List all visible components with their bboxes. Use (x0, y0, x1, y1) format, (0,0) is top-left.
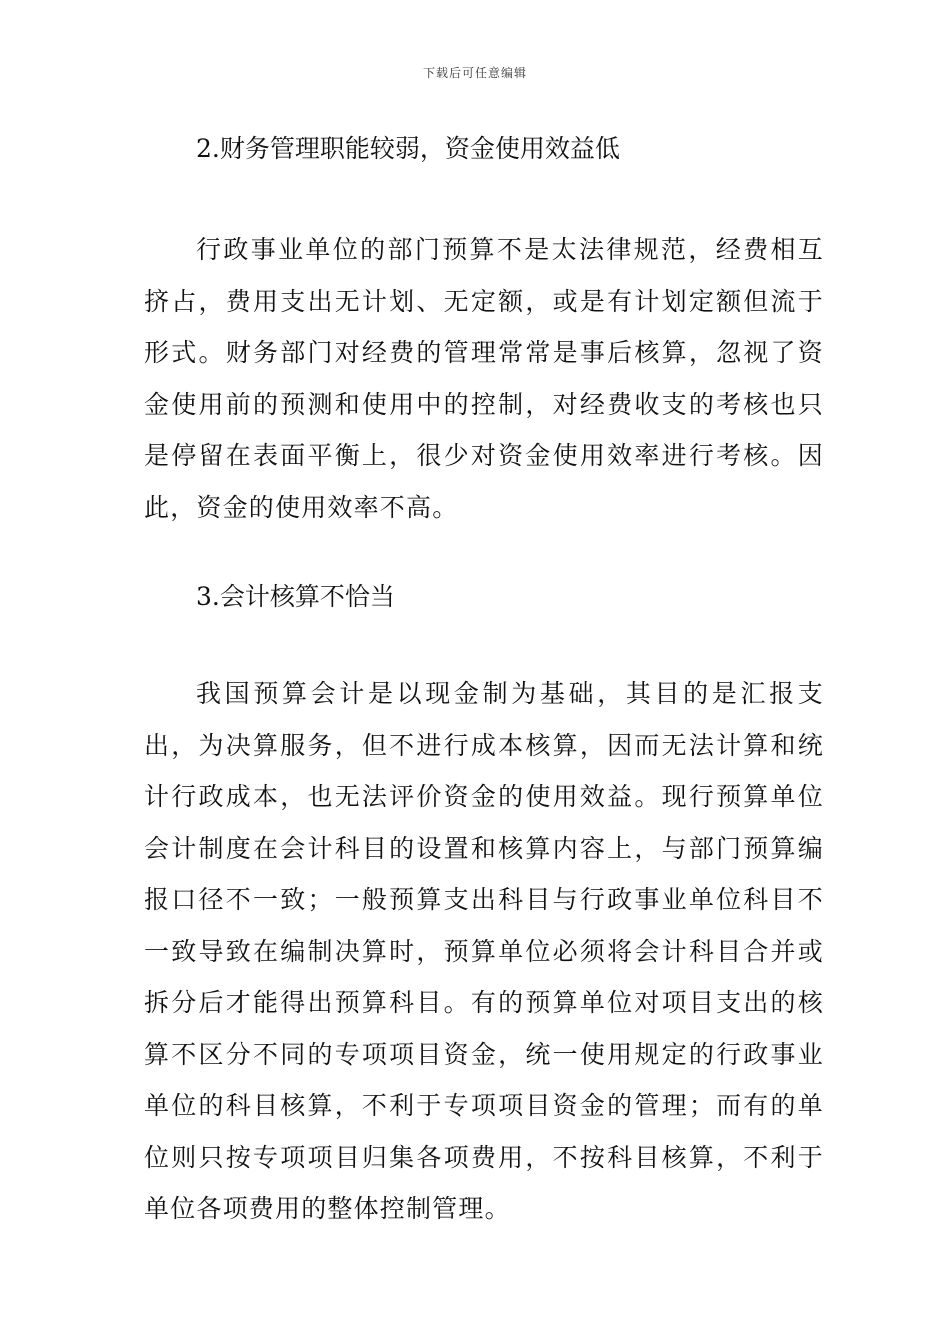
section-paragraph-3: 我国预算会计是以现金制为基础，其目的是汇报支出，为决算服务，但不进行成本核算，因而无法计算和统计行政成本，也无法评价资金的使用效益。现行预算单位会计制度在会计科目的设置和核算内容上，与部门预算编报口径不一致；一般预算支出科目与行政事业单位科目不一致导致在编制决算时，预算单位必须将会计科目合并或拆分后才能得出预算科目。有的预算单位对项目支出的核算不区分不同的专项项目资金，统一使用规定的行政事业单位的科目核算，不利于专项项目资金的管理；而有的单位则只按专项项目归集各项费用，不按科目核算，不利于单位各项费用的整体控制管理。 (144, 679, 824, 1223)
section-heading-2: 2.财务管理职能较弱，资金使用效益低 (196, 134, 620, 163)
page-header: 下载后可任意编辑 (422, 66, 527, 80)
section-heading-3: 3.会计核算不恰当 (196, 582, 395, 611)
section-paragraph-2: 行政事业单位的部门预算不是太法律规范，经费相互挤占，费用支出无计划、无定额，或是有计划定额但流于形式。财务部门对经费的管理常常是事后核算，忽视了资金使用前的预测和使用中的控制，对经费收支的考核也只是停留在表面平衡上，很少对资金使用效率进行考核。因此，资金的使用效率不高。 (144, 235, 824, 522)
